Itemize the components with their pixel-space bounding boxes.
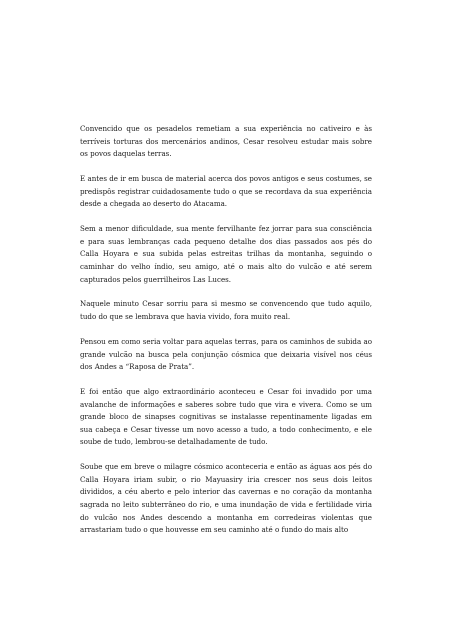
paragraph-1: Convencido que os pesadelos remetiam a sua experiência no cativeiro e às terríveis torturas dos mercenários andinos, Cesar resolveu estudar mais sobre os povos daquelas terras.: [80, 124, 372, 159]
paragraph-2: E antes de ir em busca de material acerca dos povos antigos e seus costumes, se predispôs registrar cuidadosamente tudo o que se recordava da sua experiência desde a chegada ao deserto do Atacama.: [80, 174, 372, 209]
paragraph-3: Sem a menor dificuldade, sua mente fervilhante fez jorrar para sua consciência e para suas lembranças cada pequeno detalhe dos dias passados aos pés do Calla Hoyara e sua subida pelas estreitas trilhas da montanha, seguindo o caminhar do velho índio, seu amigo, até o mais alto do vulcão e até serem capturados pelos guerrilheiros Las Luces.: [80, 224, 372, 284]
document-page: [80, 123, 372, 549]
paragraph-7: Soube que em breve o milagre cósmico aconteceria e então as águas aos pés do Calla Hoyara iriam subir, o rio Mayuasiry iria crescer nos seus dois leitos divididos, a céu aberto e pelo interior das cavernas e no coração da montanha sagrada no leito subterrâneo do rio, e uma inundação de vida e fertilidade viria do vulcão nos Andes descendo a montanha em corredeiras violentas que arrastariam tudo o que houvesse em seu caminho até o fundo do mais alto: [80, 462, 372, 535]
paragraph-4: Naquele minuto Cesar sorriu para si mesmo se convencendo que tudo aquilo, tudo do que se lembrava que havia vivido, fora muito real.: [80, 299, 372, 322]
paragraph-6: E foi então que algo extraordinário aconteceu e Cesar foi invadido por uma avalanche de informações e saberes sobre tudo que vira e vivera. Como se um grande bloco de sinapses cognitivas se instalasse repentinamente ligadas em sua cabeça e Cesar tivesse um novo acesso a tudo, a todo conhecimento, e ele soube de tudo, lembrou-se detalhadamente de tudo.: [80, 386, 372, 447]
paragraph-5: Pensou em como seria voltar para aquelas terras, para os caminhos de subida ao grande vulcão na busca pela conjunção cósmica que deixaria visível nos céus dos Andes a “Raposa de Prata”.: [80, 336, 372, 372]
